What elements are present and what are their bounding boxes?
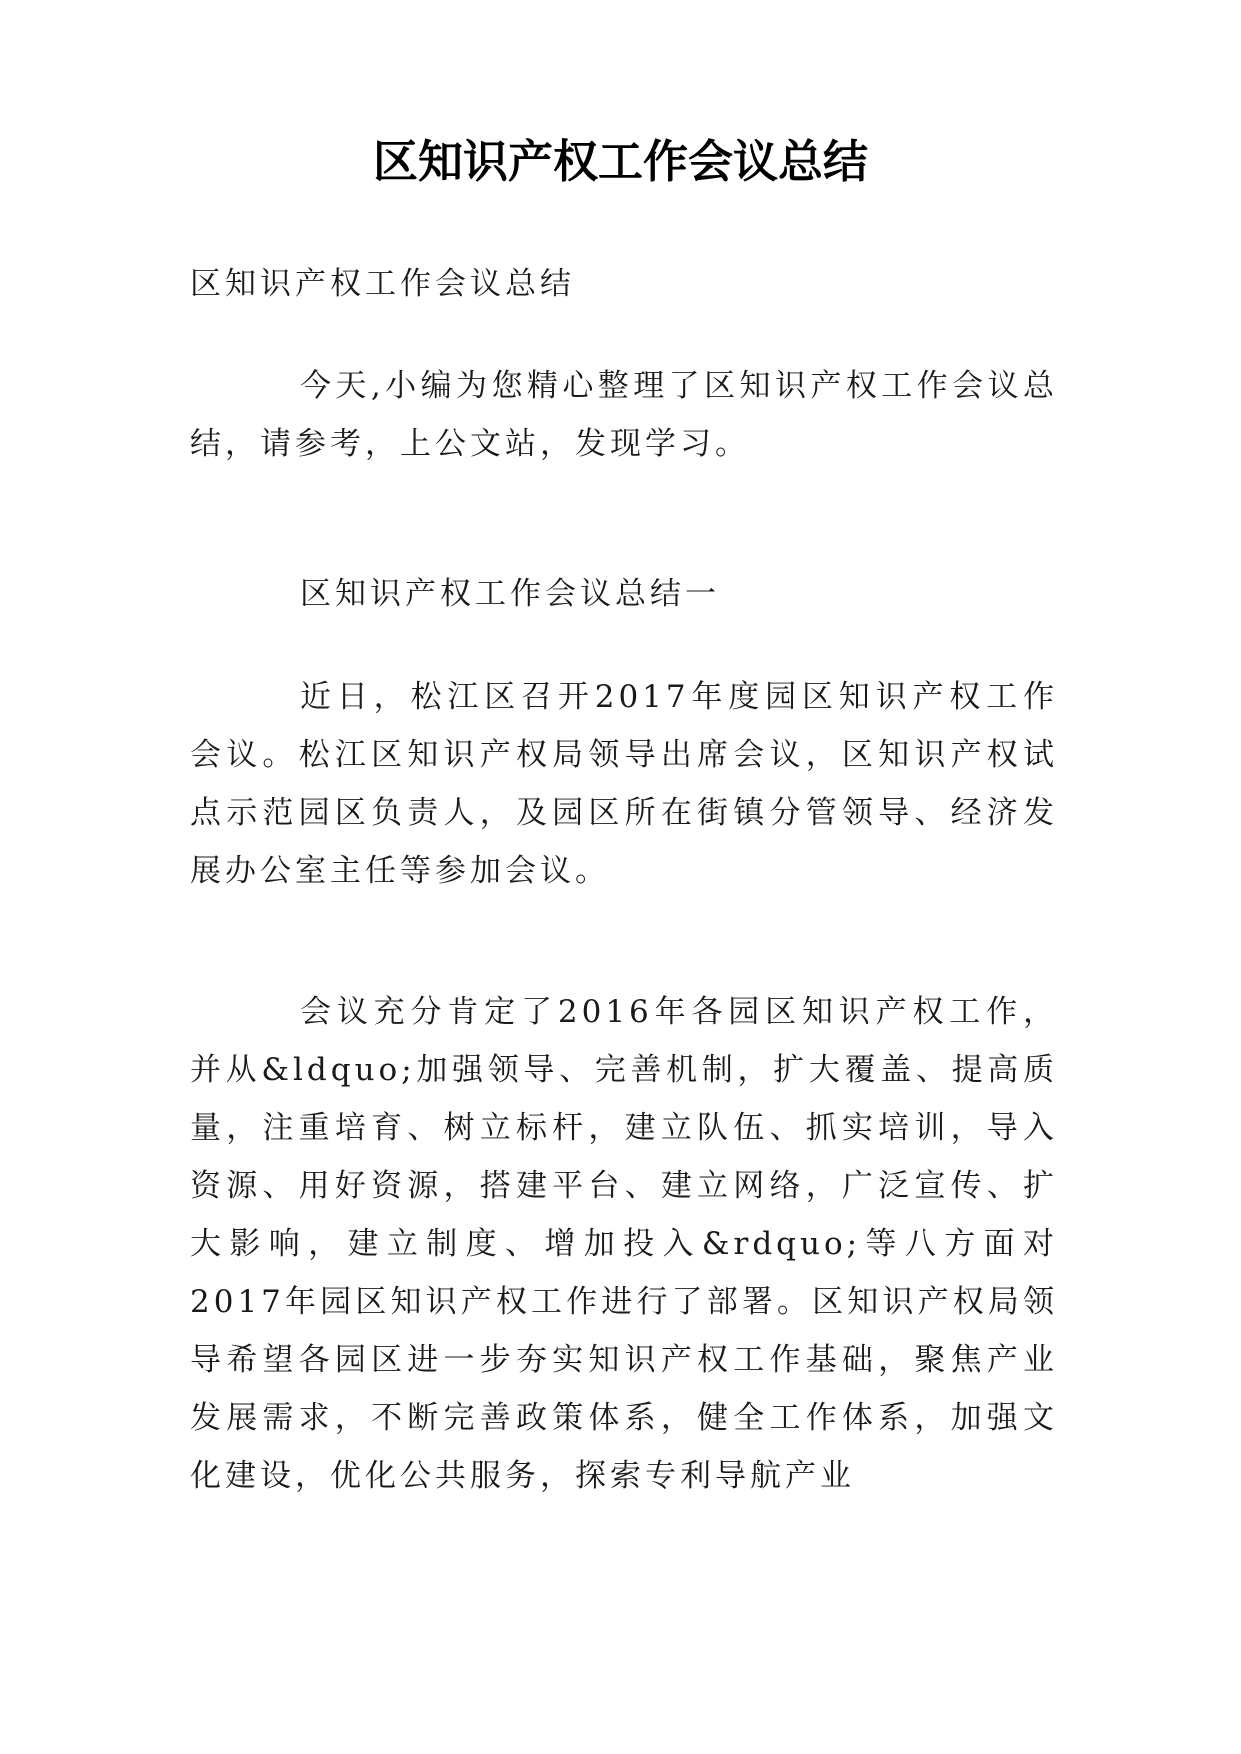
body-paragraph-2-text: 会议充分肯定了2016年各园区知识产权工作，并从&ldquo;加强领导、完善机制，扩大覆盖、提高质量，注重培育、树立标杆，建立队伍、抓实培训，导入资源、用好资源，搭建平台、建立网络，广泛宣传、扩大影响，建立制度、增加投入&rdquo;等八方面对2017年园区知识产权工作进行了部署。区知识产权局领导希望各园区进一步夯实知识产权工作基础，聚焦产业发展需求，不断完善政策体系，健全工作体系，加强文化建设，优化公共服务，探索专利导航产业: [190, 994, 1058, 1494]
intro-paragraph: [190, 357, 1058, 473]
section-heading-text: 区知识产权工作会议总结一: [300, 576, 720, 612]
section-heading: [190, 565, 1058, 623]
body-paragraph-2: [190, 983, 1058, 1505]
body-paragraph-1-text: 近日，松江区召开2017年度园区知识产权工作会议。松江区知识产权局领导出席会议，区知识产权试点示范园区负责人，及园区所在街镇分管领导、经济发展办公室主任等参加会议。: [190, 679, 1058, 889]
document-subtitle: [190, 255, 1058, 313]
intro-text: 今天,小编为您精心整理了区知识产权工作会议总结，请参考，上公文站，发现学习。: [190, 368, 1058, 462]
document-title: 区知识产权工作会议总结: [372, 135, 868, 188]
body-paragraph-1: [190, 668, 1058, 900]
subtitle-text: 区知识产权工作会议总结: [190, 266, 575, 302]
